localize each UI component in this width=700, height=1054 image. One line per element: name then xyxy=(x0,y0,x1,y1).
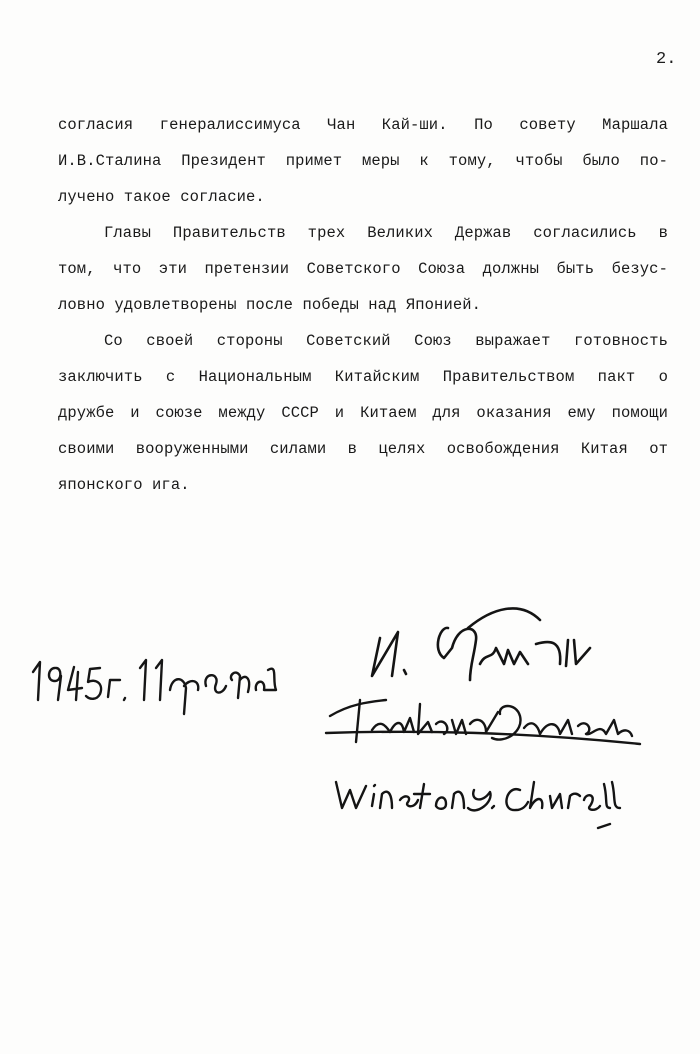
text-line: том, что эти претензии Советского Союза должны быть безус- xyxy=(58,260,668,278)
text-line: согласия генералиссимуса Чан Кай-ши. По совету Маршала xyxy=(58,116,668,134)
text-line: японского ига. xyxy=(58,476,190,494)
text-line: Главы Правительств трех Великих Держав согласились в xyxy=(104,224,668,242)
text-line: ловно удовлетворены после победы над Японией. xyxy=(58,296,482,314)
text-line: И.В.Сталина Президент примет меры к тому, чтобы было по- xyxy=(58,152,668,170)
text-line: Со своей стороны Советский Союз выражает готовность xyxy=(104,332,668,350)
text-line: заключить с Национальным Китайским Правительством пакт о xyxy=(58,368,668,386)
text-line: дружбе и союзе между СССР и Китаем для оказания ему помощи xyxy=(58,404,668,422)
text-line: своими вооруженными силами в целях освобождения Китая от xyxy=(58,440,668,458)
handwritten-date xyxy=(33,660,276,714)
text-line: лучено такое согласие. xyxy=(58,188,265,206)
signature-roosevelt xyxy=(326,700,640,744)
page-number: 2. xyxy=(656,50,677,69)
signature-stalin xyxy=(372,608,590,680)
signature-churchill xyxy=(336,782,620,828)
